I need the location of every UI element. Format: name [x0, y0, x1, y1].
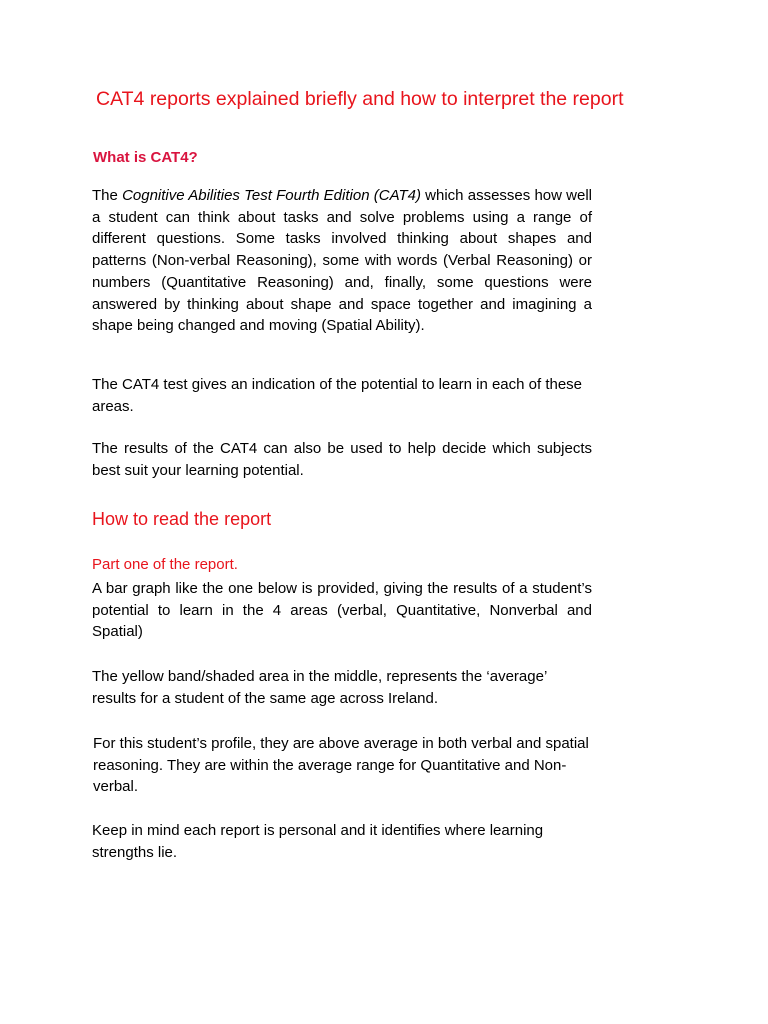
document-title: CAT4 reports explained briefly and how to interpret the report	[96, 88, 624, 110]
indication-paragraph: The CAT4 test gives an indication of the potential to learn in each of these areas.	[92, 376, 583, 415]
intro-rest: which assesses how well a student can think about tasks and solve problems using a range of different questions. Some tasks involved thinking about shapes and patterns (Non-verbal Reasoning), some with words (Verbal Reasoning) or numbers (Quantitative Reasoning) and, finally, some questions were answered by thinking about shape and space together and imagining a shape being changed and moving (Spatial Ability).	[92, 187, 593, 335]
intro-test-name: Cognitive Abilities Test Fourth Edition (CAT4)	[122, 187, 421, 204]
part-one-heading: Part one of the report.	[92, 556, 238, 573]
bar-graph-paragraph: A bar graph like the one below is provided, giving the results of a student’s potential to learn in the 4 areas (verbal, Quantitative, Nonverbal and Spatial)	[92, 580, 592, 641]
intro-paragraph	[92, 185, 592, 337]
how-to-read-heading: How to read the report	[92, 509, 272, 529]
keep-in-mind-paragraph: Keep in mind each report is personal and it identifies where learning strengths lie.	[92, 822, 544, 861]
intro-lead: The	[92, 187, 123, 204]
yellow-band-paragraph: The yellow band/shaded area in the middle, represents the ‘average’ results for a student of the same age across Ireland.	[92, 668, 547, 707]
what-is-cat4-heading: What is CAT4?	[93, 149, 198, 166]
results-paragraph: The results of the CAT4 can also be used to help decide which subjects best suit your learning potential.	[92, 440, 592, 479]
student-profile-paragraph: For this student’s profile, they are above average in both verbal and spatial reasoning. They are within the average range for Quantitative and Non-verbal.	[93, 735, 589, 796]
